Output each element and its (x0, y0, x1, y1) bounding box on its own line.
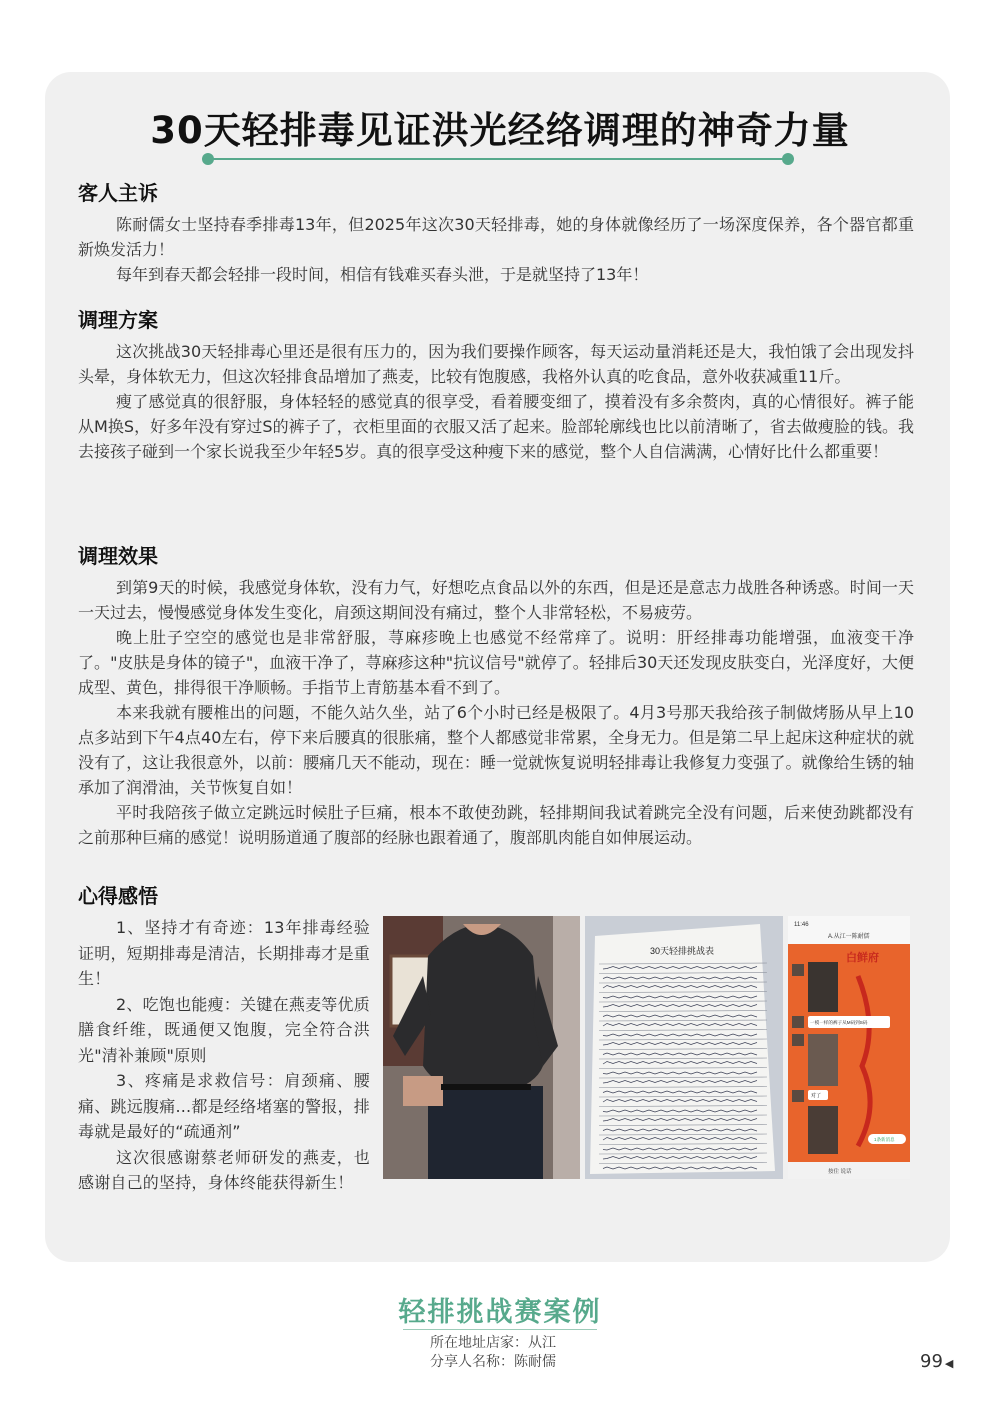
section-heading: 调理效果 (78, 544, 158, 568)
paragraph: 晚上肚子空空的感觉也是非常舒服，荨麻疹晚上也感觉不经常痒了。说明：肝经排毒功能增强，血液变干净了。"皮肤是身体的镜子"，血液干净了，荨麻疹这种"抗议信号"就停了。轻排后30天还发现皮肤变白，光泽度好，大便成型、黄色，排得很干净顺畅。手指节上青筋基本看不到了。 (78, 628, 914, 697)
paragraph: 2、吃饱也能瘦：关键在燕麦等优质膳食纤维，既通便又饱腹，完全符合洪光"清补兼顾"原则 (78, 994, 370, 1065)
paragraph: 3、疼痛是求救信号：肩颈痛、腰痛、跳远腹痛...都是经络堵塞的警报，排毒就是最好的“疏通剂” (78, 1071, 370, 1141)
chat-illustration (788, 916, 910, 1179)
footer-title: 轻排挑战赛案例 (398, 1297, 602, 1328)
paragraph: 1、坚持才有奇迹：13年排毒经验证明，短期排毒是清洁，长期排毒才是重生！ (78, 918, 370, 988)
paragraph: 每年到春天都会轻排一段时间，相信有钱难买春头泄，于是就坚持了13年！ (116, 265, 649, 284)
triangle-left-icon: ◀ (944, 1357, 954, 1370)
chat-message-1: 一模一样的裤子从M码到S码 (810, 1020, 868, 1025)
chat-title: A.从江一陈耐儒 (828, 934, 870, 940)
footer-sharer: 分享人名称：陈耐儒 (430, 1354, 556, 1370)
page-number (920, 1351, 953, 1372)
section-complaint (78, 180, 914, 287)
section-heading: 客人主诉 (78, 181, 158, 205)
page-number-value: 99 (920, 1351, 943, 1372)
voice-input-label: 按住 说话 (828, 1169, 852, 1175)
paragraph: 到第9天的时候，我感觉身体软，没有力气，好想吃点食品以外的东西，但是还是意志力战胜各种诱惑。时间一天一天过去，慢慢感觉身体发生变化，肩颈这期间没有痛过，整个人非常轻松，不易疲劳。 (78, 578, 914, 622)
section-heading: 调理方案 (78, 308, 158, 332)
waist-photo-illustration (383, 916, 580, 1179)
unread-badge: 1条新消息 (874, 1137, 895, 1142)
page-title: 30天轻排毒见证洪光经络调理的神奇力量 (150, 109, 850, 152)
form-illustration (585, 916, 783, 1179)
paragraph: 这次很感谢蔡老师研发的燕麦，也感谢自己的坚持，身体终能获得新生！ (78, 1147, 370, 1192)
footer-store: 所在地址店家：从江 (430, 1335, 556, 1351)
paragraph: 这次挑战30天轻排毒心里还是很有压力的，因为我们要操作顾客，每天运动量消耗还是大，我怕饿了会出现发抖头晕，身体软无力，但这次轻排食品增加了燕麦，比较有饱腹感，我格外认真的吃食品，意外收获减重11斤。 (78, 342, 914, 386)
paragraph: 陈耐儒女士坚持春季排毒13年，但2025年这次30天轻排毒，她的身体就像经历了一场深度保养，各个器官都重新焕发活力！ (78, 215, 914, 259)
photo-challenge-form (585, 916, 783, 1179)
paragraph: 本来我就有腰椎出的问题，不能久站久坐，站了6个小时已经是极限了。4月3号那天我给孩子制做烤肠从早上10点多站到下午4点40左右，停下来后腰真的很胀痛，整个人都感觉非常累，全身无力。但是第二早上起床这种症状的就没有了，这让我很意外，以前：腰痛几天不能动，现在：睡一觉就恢复说明轻排毒让我修复力变强了。就像给生锈的轴承加了润滑油，关节恢复自如！ (78, 703, 914, 797)
section-insights (78, 883, 370, 1196)
paragraph: 瘦了感觉真的很舒服，身体轻轻的感觉真的很享受，看着腰变细了，摸着没有多余赘肉，真的心情很好。裤子能从M换S，好多年没有穿过S的裤子了，衣柜里面的衣服又活了起来。脸部轮廓线也比以前清晰了，省去做瘦脸的钱。我去接孩子碰到一个家长说我至少年轻5岁。真的很享受这种瘦下来的感觉，整个人自信满满，心情好比什么都重要！ (78, 392, 914, 461)
paragraph: 平时我陪孩子做立定跳远时候肚子巨痛，根本不敢使劲跳，轻排期间我试着跳完全没有问题，后来使劲跳都没有之前那种巨痛的感觉！说明肠道通了腹部的经脉也跟着通了，腹部肌肉能自如伸展运动。 (78, 803, 914, 847)
form-title: 30天轻排挑战表 (650, 946, 715, 956)
photo-chat-screenshot (788, 916, 910, 1179)
poster-text: 白鲜府 (846, 952, 879, 964)
footer-divider (403, 1329, 597, 1330)
section-plan (78, 307, 914, 464)
status-time: 11:46 (794, 922, 809, 928)
chat-message-2: 对了 (811, 1093, 822, 1099)
section-heading: 心得感悟 (78, 884, 158, 908)
photo-waist (383, 916, 580, 1179)
title-divider (202, 153, 794, 165)
section-effect (78, 543, 914, 850)
